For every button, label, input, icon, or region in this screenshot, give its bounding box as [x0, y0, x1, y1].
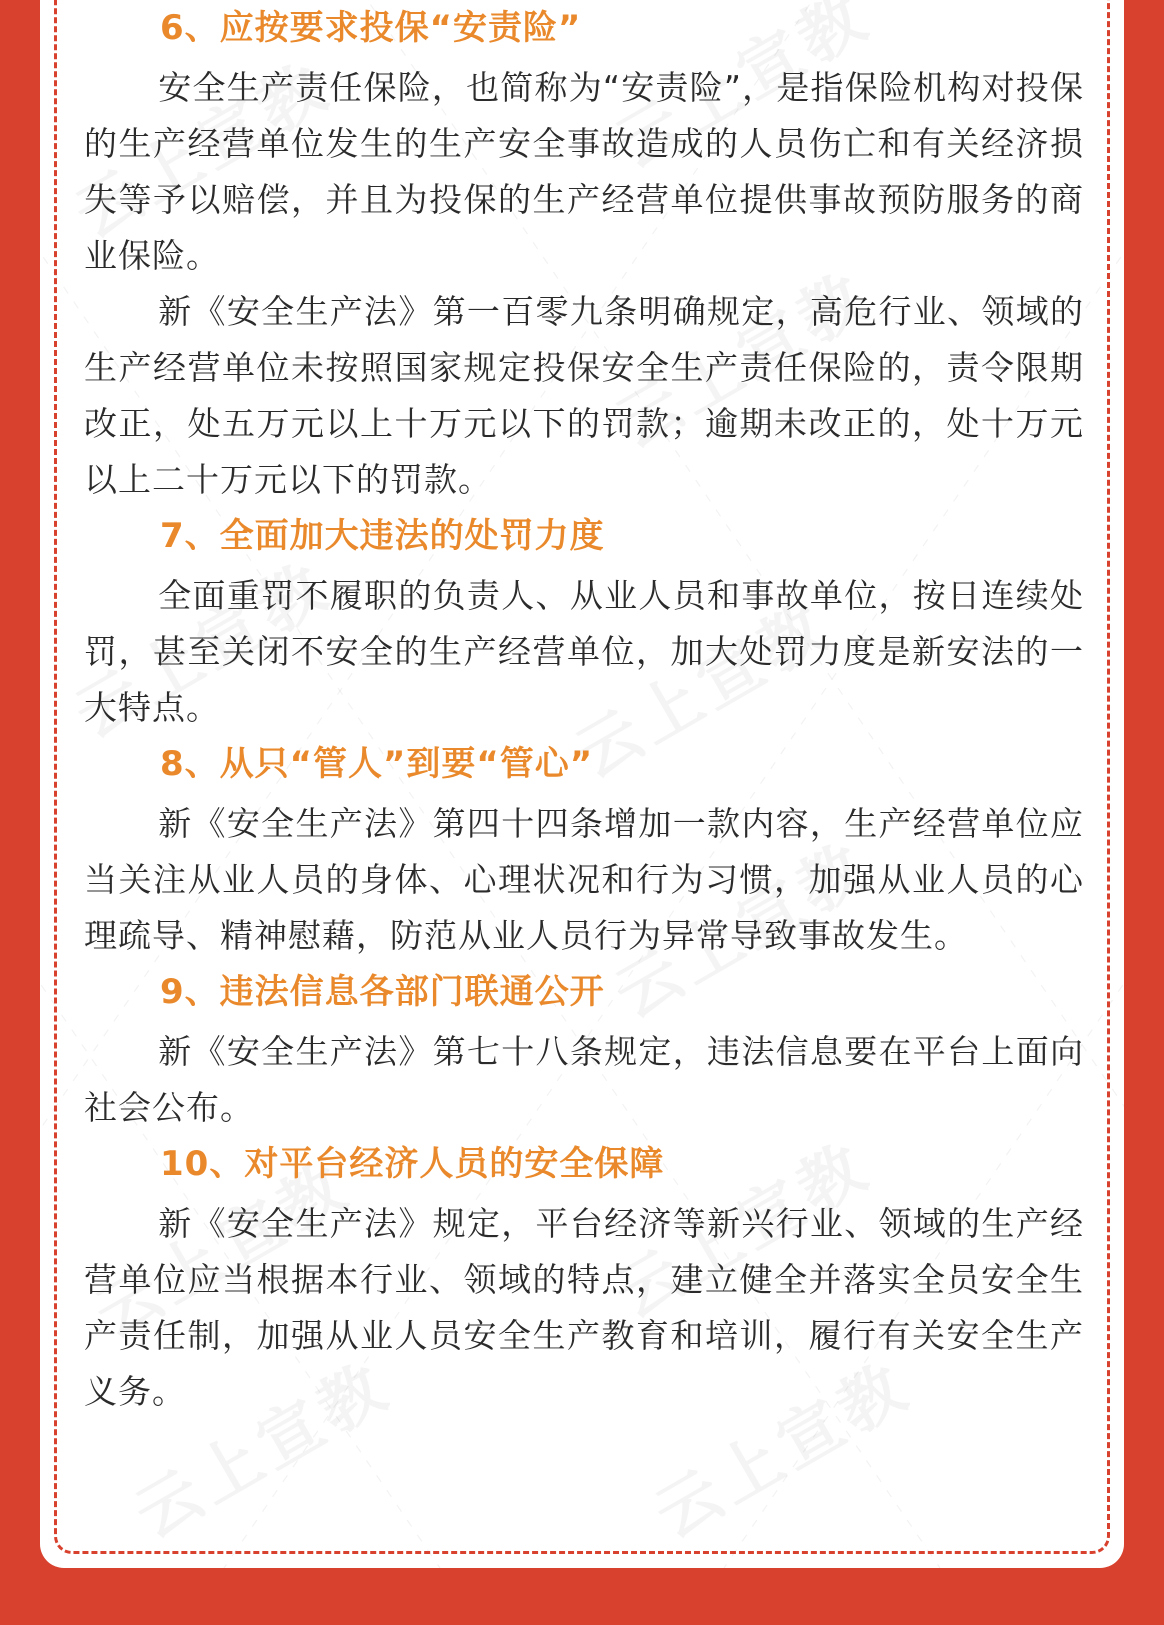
paragraph: 新《安全生产法》规定，平台经济等新兴行业、领域的生产经营单位应当根据本行业、领域的特点，建立健全并落实全员安全生产责任制，加强从业人员安全生产教育和培训，履行有关安全生产义务。 [84, 1204, 1084, 1411]
content-card [40, 0, 1124, 1568]
paragraph: 新《安全生产法》第四十四条增加一款内容，生产经营单位应当关注从业人员的身体、心理状况和行为习惯，加强从业人员的心理疏导、精神慰藉，防范从业人员行为异常导致事故发生。 [84, 804, 1084, 955]
paragraph: 新《安全生产法》第一百零九条明确规定，高危行业、领域的生产经营单位未按照国家规定投保安全生产责任保险的，责令限期改正，处五万元以上十万元以下的罚款；逾期未改正的，处十万元以上二十万元以下的罚款。 [84, 292, 1084, 499]
section-6 [84, 0, 1084, 508]
section-9 [84, 964, 1084, 1136]
section-heading: 6、应按要求投保“安责险” [160, 8, 582, 48]
section-heading: 10、对平台经济人员的安全保障 [160, 1144, 665, 1184]
paragraph: 新《安全生产法》第七十八条规定，违法信息要在平台上面向社会公布。 [84, 1032, 1084, 1127]
section-heading: 8、从只“管人”到要“管心” [160, 744, 594, 784]
section-heading: 9、违法信息各部门联通公开 [160, 972, 605, 1012]
paragraph: 安全生产责任保险，也简称为“安责险”，是指保险机构对投保的生产经营单位发生的生产安全事故造成的人员伤亡和有关经济损失等予以赔偿，并且为投保的生产经营单位提供事故预防服务的商业保险。 [84, 68, 1084, 275]
section-heading: 7、全面加大违法的处罚力度 [160, 516, 605, 556]
section-8 [84, 736, 1084, 964]
article-body [84, 0, 1084, 1420]
paragraph: 全面重罚不履职的负责人、从业人员和事故单位，按日连续处罚，甚至关闭不安全的生产经营单位，加大处罚力度是新安法的一大特点。 [84, 576, 1084, 727]
section-10 [84, 1136, 1084, 1420]
section-7 [84, 508, 1084, 736]
